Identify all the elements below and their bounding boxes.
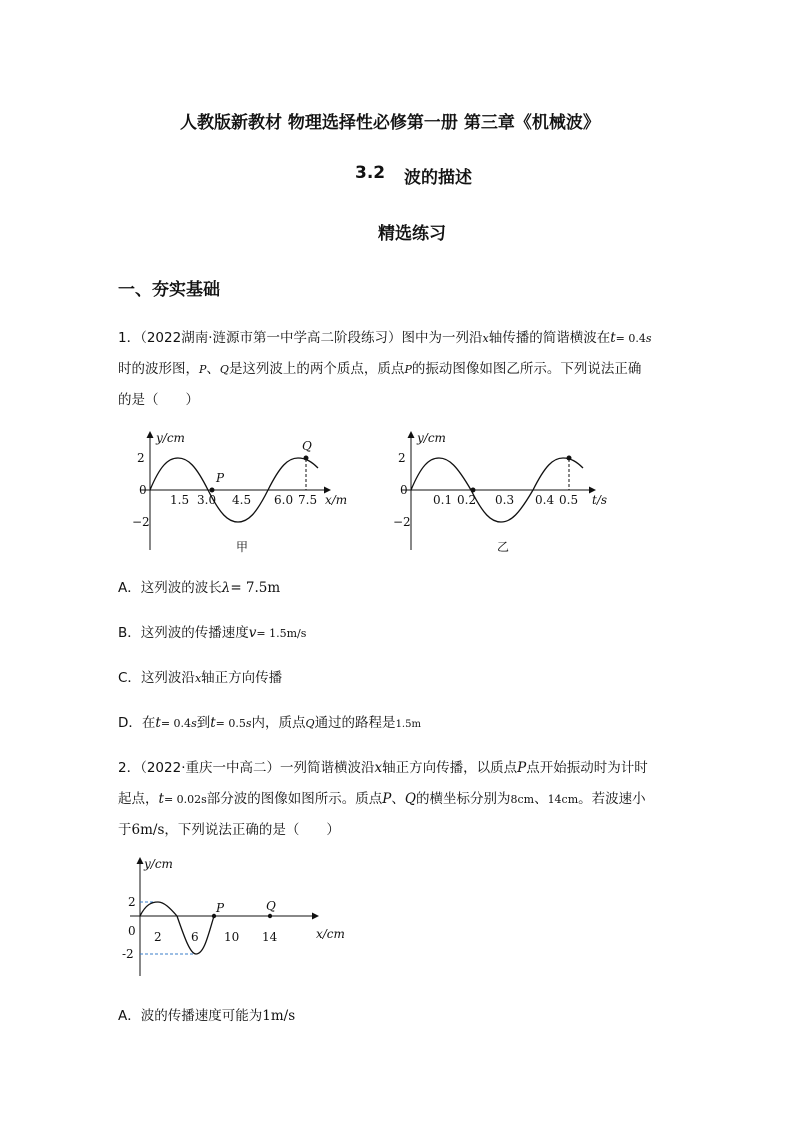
- q2-q-point: [268, 914, 272, 918]
- left-ytick-2: 2: [137, 451, 145, 465]
- section-name: 波的描述: [404, 168, 472, 188]
- right-ytick-0: 0: [400, 483, 408, 497]
- left-xtick-1: 1.5: [170, 493, 190, 507]
- right-ytick-2: 2: [398, 451, 406, 465]
- left-xtick-3: 4.5: [232, 493, 252, 507]
- q2-xlabel: x/cm: [316, 927, 345, 941]
- right-xtick-3: 0.3: [495, 493, 515, 507]
- q1-option-c[interactable]: C．这列波沿x轴正方向传播: [118, 670, 283, 686]
- left-ytick-neg2: −2: [132, 515, 150, 529]
- q2-p-label: P: [216, 901, 225, 915]
- q2-ytick-0: 0: [128, 924, 136, 938]
- left-ylabel: y/cm: [156, 431, 185, 445]
- q2-line2: 起点，t= 0.02s部分波的图像如图所示。质点P、Q的横坐标分别为8cm、14cm。若波速小: [118, 791, 646, 807]
- left-xlabel: x/m: [325, 493, 348, 507]
- left-q-label: Q: [302, 439, 312, 453]
- vibration-graph-right: [385, 428, 615, 563]
- right-xtick-5: 0.5: [559, 493, 579, 507]
- left-caption: 甲: [236, 540, 249, 554]
- left-xtick-4: 6.0: [274, 493, 294, 507]
- right-ytick-neg2: −2: [393, 515, 411, 529]
- q2-xtick-2: 6: [191, 930, 199, 944]
- document-subtitle: 精选练习: [378, 224, 446, 244]
- section-number: 3.2: [355, 163, 386, 183]
- q2-option-a[interactable]: A．波的传播速度可能为1m/s: [118, 1008, 296, 1024]
- q1-line2: 时的波形图，P、Q是这列波上的两个质点，质点P的振动图像如图乙所示。下列说法正确: [118, 361, 642, 377]
- q2-q-label: Q: [266, 899, 276, 913]
- right-zero-point: [471, 488, 476, 493]
- q2-wave-curve: [140, 902, 214, 954]
- q1-line3: 的是（ ）: [118, 392, 199, 408]
- q2-ytick-neg2: -2: [122, 947, 134, 961]
- q1-option-b[interactable]: B．这列波的传播速度v= 1.5m/s: [118, 625, 307, 641]
- left-ytick-0: 0: [139, 483, 147, 497]
- left-p-label: P: [216, 471, 225, 485]
- right-xtick-1: 0.1: [433, 493, 453, 507]
- q1-line1: 1．（2022湖南·涟源市第一中学高二阶段练习）图中为一列沿x轴传播的简谐横波在t= 0.4s: [118, 330, 652, 346]
- right-xlabel: t/s: [592, 493, 608, 507]
- q2-xtick-1: 2: [154, 930, 162, 944]
- right-xtick-4: 0.4: [535, 493, 555, 507]
- q2-xtick-4: 14: [262, 930, 278, 944]
- q1-option-d[interactable]: D．在t= 0.4s到t= 0.5s内，质点Q通过的路程是1.5m: [118, 715, 421, 731]
- left-p-point: [210, 488, 215, 493]
- wave-graph-left: [130, 428, 350, 563]
- q2-line3: 于6m/s，下列说法正确的是（ ）: [118, 822, 340, 838]
- q1-option-a[interactable]: A．这列波的波长λ= 7.5m: [118, 580, 281, 596]
- q2-ytick-2: 2: [128, 895, 136, 909]
- q2-ylabel: y/cm: [144, 857, 173, 871]
- left-q-point: [304, 456, 309, 461]
- document-title: 人教版新教材 物理选择性必修第一册 第三章《机械波》: [180, 113, 600, 133]
- right-caption: 乙: [497, 540, 510, 554]
- q2-line1: 2．（2022·重庆一中高二）一列简谐横波沿x轴正方向传播，以质点P点开始振动时为计时: [118, 760, 648, 776]
- right-peak-point: [567, 456, 572, 461]
- q2-xtick-3: 10: [224, 930, 240, 944]
- right-ylabel: y/cm: [417, 431, 446, 445]
- left-xtick-5: 7.5: [298, 493, 318, 507]
- left-xtick-2: 3.0: [197, 493, 217, 507]
- part-heading: 一、夯实基础: [118, 280, 220, 300]
- q2-wave-graph: [118, 852, 358, 982]
- right-xtick-2: 0.2: [457, 493, 477, 507]
